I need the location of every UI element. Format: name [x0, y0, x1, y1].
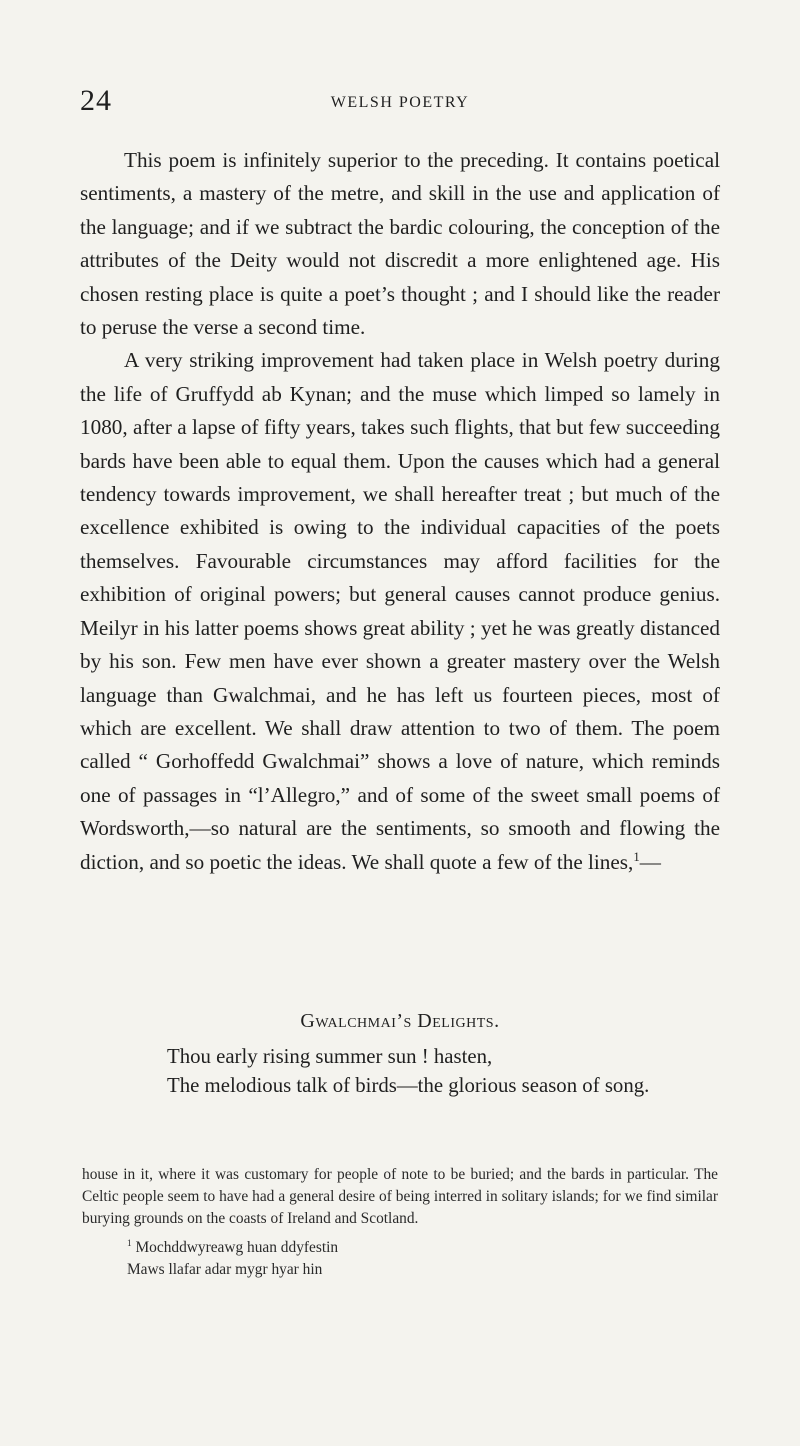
footnote-line: [127, 1237, 718, 1259]
footnote-1: [82, 1237, 718, 1281]
page-header: [80, 84, 720, 124]
footnote-line-text: Mochddwyreawg huan ddyfestin: [135, 1238, 339, 1256]
footnote-line: Maws llafar adar mygr hyar hin: [127, 1260, 323, 1278]
running-head: WELSH POETRY: [330, 94, 470, 111]
poem-line: Thou early rising summer sun ! hasten,: [167, 1045, 493, 1068]
footnotes: [82, 1164, 718, 1281]
footnote-reference: 1: [633, 849, 640, 864]
paragraph-text: A very striking improvement had taken place in Welsh poetry during the life of Gruffydd ab Kynan; and the muse which limped so lamely in 1080, after a lapse of fifty years, takes such flights, that but few succeeding bards have been able to equal them. Upon the causes which had a general tendency towards improvement, we shall hereafter treat ; but much of the excellence exhibited is owing to the individual capacities of the poets themselves. Favourable circumstances may afford facilities for the exhibition of original powers; but general causes cannot produce genius. Meilyr in his latter poems shows great ability ; yet he was greatly distanced by his son. Few men have ever shown a greater mastery over the Welsh language than Gwalchmai, and he has left us fourteen pieces, most of which are excellent. We shall draw attention to two of them. The poem called “ Gorhoffedd Gwalchmai” shows a love of nature, which reminds one of passages in “l’Allegro,” and of some of the sweet small poems of Wordsworth,—so natural are the sentiments, so smooth and flowing the diction, and so poetic the ideas. We shall quote a few of the lines,: [80, 348, 720, 874]
footnote-continued: house in it, where it was customary for people of note to be buried; and the bards in particular. The Celtic people seem to have had a general desire of being interred in solitary islands; for we find similar burying grounds on the coasts of Ireland and Scotland.: [82, 1166, 718, 1228]
body-text: [80, 144, 720, 879]
page-number: 24: [80, 84, 112, 117]
poem: [167, 1042, 787, 1100]
paragraph: This poem is infinitely superior to the preceding. It contains poetical sentiments, a mastery of the metre, and skill in the use and application of the language; and if we subtract the bardic colouring, the conception of the attributes of the Deity would not discredit a more enlightened age. His chosen resting place is quite a poet’s thought ; and I should like the reader to peruse the verse a second time.: [80, 148, 720, 340]
paragraph-end-dash: —: [639, 849, 661, 874]
poem-title: Gwalchmai’s Delights.: [300, 1010, 500, 1032]
footnote-marker: 1: [127, 1237, 132, 1248]
paragraph: [80, 344, 720, 879]
poem-line: The melodious talk of birds—the glorious season of song.: [167, 1074, 650, 1097]
